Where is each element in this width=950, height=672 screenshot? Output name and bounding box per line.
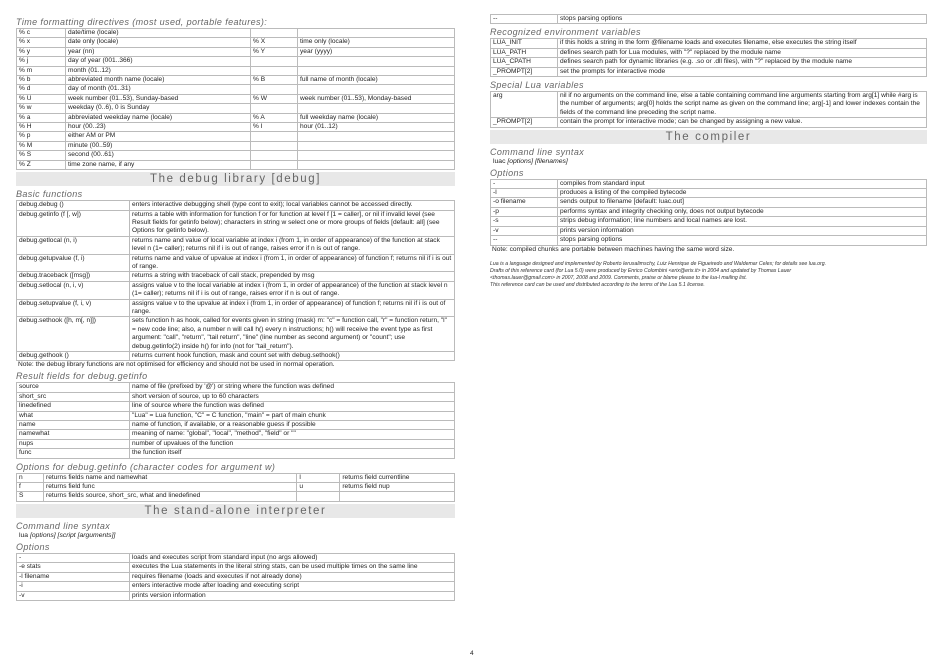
- cell-v: number of upvalues of the function: [130, 439, 455, 448]
- table-row: [491, 179, 927, 188]
- table-row: [17, 492, 455, 501]
- table-row: [17, 160, 455, 169]
- table-row: [17, 272, 455, 281]
- cell-k: -p: [491, 207, 558, 216]
- cell-v1: minute (00..59): [66, 141, 251, 150]
- debug-functions-body: [17, 201, 455, 361]
- cell-k: --: [491, 15, 558, 24]
- cell-k2: [251, 85, 298, 94]
- cell-v: sets function h as hook, called for events given in string (mask) m: "c" = function call, "r" = function return, "l" = new code line; also, a number n will call h() every n instructions; h() will receive the event type as first argument: "call", "return", "tail return", "line" (line number as second argument) or "count"; use debug.getinfo(2) inside h() for info (not for "tail_return").: [130, 317, 455, 352]
- cell-k1: % y: [17, 47, 66, 56]
- cell-k: debug.gethook (): [17, 352, 130, 361]
- cell-v2: time only (locale): [298, 38, 455, 47]
- cell-v: "Lua" = Lua function, "C" = C function, "main" = part of main chunk: [130, 411, 455, 420]
- cell-v: loads and executes script from standard input (no args allowed): [130, 553, 455, 562]
- cell-v2: full name of month (locale): [298, 76, 455, 85]
- cell-v2: full weekday name (locale): [298, 113, 455, 122]
- compiler-options-heading: Options: [490, 167, 524, 178]
- table-row: [491, 236, 927, 245]
- cell-k2: % X: [251, 38, 298, 47]
- cell-v1: day of month (01..31): [66, 85, 251, 94]
- standalone-syntax-heading: Command line syntax: [16, 520, 111, 531]
- cell-v: returns name and value of upvalue at index i (from 1, in order of appearance) of function f; returns nil if i is out of range.: [130, 254, 455, 272]
- table-row: [17, 553, 455, 562]
- cell-k1: % a: [17, 113, 66, 122]
- cell-k1: % j: [17, 57, 66, 66]
- result-fields-body: [17, 383, 455, 458]
- table-row: [17, 151, 455, 160]
- cell-v: if this holds a string in the form @filename loads and executes filename, else executes the string itself: [558, 39, 927, 48]
- cell-v: contain the prompt for interactive mode; can be changed by assigning a new value.: [558, 118, 927, 127]
- cell-v: prints version information: [130, 591, 455, 600]
- env-vars-heading: Recognized environment variables: [490, 27, 641, 38]
- standalone-options-body: [17, 553, 455, 600]
- table-row: [17, 439, 455, 448]
- cell-v: meaning of name: "global", "local", "method", "field" or "": [130, 430, 455, 439]
- cell-k2: [251, 151, 298, 160]
- cell-k: _PROMPT[2]: [491, 67, 558, 76]
- credits-line: This reference card can be used and distributed according to the terms of the Lua 5.1 license.: [490, 281, 705, 288]
- cell-v2: [298, 66, 455, 75]
- table-row: [491, 189, 927, 198]
- cell-k: nups: [17, 439, 130, 448]
- standalone-title: The stand-alone interpreter: [16, 504, 455, 518]
- cell-v: line of source where the function was defined: [130, 402, 455, 411]
- cell-v1: date/time (locale): [66, 29, 251, 38]
- cell-k: source: [17, 383, 130, 392]
- cell-k: debug.setupvalue (f, i, v): [17, 299, 130, 317]
- cell-k1: S: [17, 492, 44, 501]
- getinfo-options-body: [17, 473, 455, 501]
- cell-k: -i: [17, 582, 130, 591]
- getinfo-options-table: [16, 473, 455, 502]
- result-fields-heading: Result fields for debug.getinfo: [16, 371, 148, 382]
- cell-k2: u: [297, 483, 340, 492]
- compiler-options-table: [490, 179, 927, 246]
- cell-k2: [251, 29, 298, 38]
- cell-k: -o filename: [491, 198, 558, 207]
- table-row: [17, 57, 455, 66]
- cell-k: LUA_CPATH: [491, 58, 558, 67]
- cell-k: debug.getlocal (n, i): [17, 236, 130, 254]
- cell-k: LUA_PATH: [491, 48, 558, 57]
- cell-k: short_src: [17, 392, 130, 401]
- cell-v: assigns value v to the upvalue at index i (from 1, in order of appearance) of function f; returns nil if i is out of range.: [130, 299, 455, 317]
- cell-v2: [298, 104, 455, 113]
- cell-v: assigns value v to the local variable at index i (from 1, in order of appearance) of the function at stack level n (1= caller); returns nil if i is out of range, raises error if n is out of range.: [130, 281, 455, 299]
- env-vars-table: [490, 38, 927, 77]
- table-row: [491, 92, 927, 118]
- table-row: [17, 449, 455, 458]
- standalone-options-cont-table: [490, 14, 927, 24]
- cell-v1: second (00..61): [66, 151, 251, 160]
- cell-v2: [298, 29, 455, 38]
- cell-v1: weekday (0..6), 0 is Sunday: [66, 104, 251, 113]
- table-row: [17, 123, 455, 132]
- cell-v1: abbreviated month name (locale): [66, 76, 251, 85]
- compiler-note: Note: compiled chunks are portable between machines having the same word size.: [492, 245, 735, 253]
- cell-k2: % W: [251, 94, 298, 103]
- table-row: [17, 85, 455, 94]
- cell-v: name of function, if available, or a reasonable guess if possible: [130, 421, 455, 430]
- cell-k: -s: [491, 217, 558, 226]
- cell-v2: [298, 132, 455, 141]
- table-row: [17, 421, 455, 430]
- cell-v1: day of year (001..366): [66, 57, 251, 66]
- cell-v1: hour (00..23): [66, 123, 251, 132]
- table-row: [491, 207, 927, 216]
- cell-v2: [298, 151, 455, 160]
- table-row: [17, 38, 455, 47]
- cell-v: the function itself: [130, 449, 455, 458]
- compiler-syntax-args: [options] [filenames]: [507, 157, 568, 165]
- page-number: 4: [470, 650, 474, 657]
- table-row: [17, 352, 455, 361]
- cell-k2: [251, 57, 298, 66]
- cell-k2: [251, 104, 298, 113]
- table-row: [17, 299, 455, 317]
- cell-k: debug.getinfo (f [, w]): [17, 210, 130, 236]
- table-row: [17, 254, 455, 272]
- cell-k1: % Z: [17, 160, 66, 169]
- cell-k1: % M: [17, 141, 66, 150]
- table-row: [17, 411, 455, 420]
- table-row: [17, 430, 455, 439]
- table-row: [17, 483, 455, 492]
- cell-k: -v: [491, 226, 558, 235]
- cell-k: _PROMPT[2]: [491, 118, 558, 127]
- cell-v1: week number (01..53), Sunday-based: [66, 94, 251, 103]
- cell-k2: [297, 492, 340, 501]
- cell-v2: [298, 160, 455, 169]
- cell-k1: % m: [17, 66, 66, 75]
- cell-k: arg: [491, 92, 558, 118]
- table-row: [17, 236, 455, 254]
- cell-k1: % d: [17, 85, 66, 94]
- table-row: [491, 118, 927, 127]
- debug-functions-table: [16, 200, 455, 361]
- cell-k2: % A: [251, 113, 298, 122]
- table-row: [17, 47, 455, 56]
- table-row: [17, 132, 455, 141]
- cell-v1: either AM or PM: [66, 132, 251, 141]
- special-vars-table: [490, 91, 927, 128]
- time-formatting-table: [16, 28, 455, 170]
- cell-v1: abbreviated weekday name (locale): [66, 113, 251, 122]
- cell-v: enters interactive mode after loading and executing script: [130, 582, 455, 591]
- compiler-syntax: [493, 158, 927, 165]
- cell-v: executes the Lua statements in the literal string stats, can be used multiple times on the same line: [130, 563, 455, 572]
- table-row: [17, 392, 455, 401]
- cell-v: stops parsing options: [558, 236, 927, 245]
- standalone-syntax-args: [options] [script [arguments]]: [29, 531, 116, 539]
- table-row: [17, 572, 455, 581]
- cell-k1: % S: [17, 151, 66, 160]
- table-row: [17, 317, 455, 352]
- table-row: [491, 39, 927, 48]
- cell-k: debug.setlocal (n, i, v): [17, 281, 130, 299]
- cell-k2: [251, 141, 298, 150]
- cell-k: debug.getupvalue (f, i): [17, 254, 130, 272]
- cell-v: stops parsing options: [558, 15, 927, 24]
- table-row: [17, 104, 455, 113]
- cell-k: -l filename: [17, 572, 130, 581]
- table-row: [17, 402, 455, 411]
- table-row: [491, 48, 927, 57]
- cell-k2: [251, 132, 298, 141]
- credits-line: <thomas.lauer@gmail.com> in 2007, 2008 and 2009. Comments, praise or blame please to the lua-l mailing list.: [490, 274, 747, 281]
- cell-v: prints version information: [558, 226, 927, 235]
- cell-v1: returns fields source, short_src, what and linedefined: [44, 492, 297, 501]
- table-row: [17, 113, 455, 122]
- cell-k1: % c: [17, 29, 66, 38]
- cell-v: sends output to filename [default: luac.out]: [558, 198, 927, 207]
- cell-k: name: [17, 421, 130, 430]
- cell-v: short version of source, up to 60 characters: [130, 392, 455, 401]
- cell-k1: f: [17, 483, 44, 492]
- cell-v: defines search path for dynamic libraries (e.g. .so or .dll files), with "?" replaced by the module name: [558, 58, 927, 67]
- getinfo-options-heading: Options for debug.getinfo (character codes for argument w): [16, 461, 276, 472]
- standalone-syntax-cmd: lua: [19, 531, 29, 539]
- standalone-syntax: [19, 532, 455, 539]
- table-row: [17, 76, 455, 85]
- table-row: [17, 582, 455, 591]
- credits: [490, 261, 927, 289]
- cell-v1: returns fields name and namewhat: [44, 473, 297, 482]
- cell-k1: % w: [17, 104, 66, 113]
- table-row: [17, 563, 455, 572]
- table-row: [17, 201, 455, 210]
- cell-k: debug.sethook ([h, m[, n]]): [17, 317, 130, 352]
- cell-k: -l: [491, 189, 558, 198]
- cell-v: compiles from standard input: [558, 179, 927, 188]
- cell-k2: % B: [251, 76, 298, 85]
- cell-k2: l: [297, 473, 340, 482]
- cell-v2: year (yyyy): [298, 47, 455, 56]
- table-row: [491, 67, 927, 76]
- cell-v1: year (nn): [66, 47, 251, 56]
- cell-v2: week number (01..53), Monday-based: [298, 94, 455, 103]
- cell-v: returns a table with information for function f or for function at level f [1 = caller], or nil if invalid level (see Result fields for getinfo below); characters in string w select one or more groups of fields [default: all] (see Options for getinfo below).: [130, 210, 455, 236]
- cell-v1: month (01..12): [66, 66, 251, 75]
- cell-k2: % Y: [251, 47, 298, 56]
- cell-v: returns name and value of local variable at index i (from 1, in order of appearance) of the function at stack level n (1= caller); returns nil if i is out of range, raises error if n is out of range.: [130, 236, 455, 254]
- cell-v1: date only (locale): [66, 38, 251, 47]
- cell-k: what: [17, 411, 130, 420]
- time-formatting-heading: Time formatting directives (most used, portable features):: [16, 17, 268, 27]
- cell-k: -v: [17, 591, 130, 600]
- compiler-syntax-cmd: luac: [493, 157, 506, 165]
- cell-v: name of file (prefixed by '@') or string where the function was defined: [130, 383, 455, 392]
- table-row: [17, 210, 455, 236]
- credits-line: Lua is a language designed and implemented by Roberto Ierusalimschy, Luiz Henrique de Figueiredo and Waldemar Celes; for details see lua.org.: [490, 260, 827, 267]
- cell-k1: % H: [17, 123, 66, 132]
- cell-k1: % x: [17, 38, 66, 47]
- cell-k: debug.debug (): [17, 201, 130, 210]
- time-formatting-body: [17, 29, 455, 170]
- cell-k1: % b: [17, 76, 66, 85]
- cell-k: LUA_INIT: [491, 39, 558, 48]
- cell-k: -: [17, 553, 130, 562]
- table-row: [17, 473, 455, 482]
- cell-k: --: [491, 236, 558, 245]
- table-row: [17, 29, 455, 38]
- table-row: [17, 591, 455, 600]
- cell-v: enters interactive debugging shell (type cont to exit); local variables cannot be accessed directly.: [130, 201, 455, 210]
- cell-v: nil if no arguments on the command line, else a table containing command line arguments starting from arg[1] while #arg is the number of arguments; arg[0] holds the script name as given on the command line; arg[-1] and lower indexes contain the fields of the command line preceding the script name.: [558, 92, 927, 118]
- table-row: [491, 15, 927, 24]
- table-row: [17, 383, 455, 392]
- cell-k: linedefined: [17, 402, 130, 411]
- table-row: [17, 281, 455, 299]
- cell-v: set the prompts for interactive mode: [558, 67, 927, 76]
- cell-v1: time zone name, if any: [66, 160, 251, 169]
- cell-k: debug.traceback ([msg]): [17, 272, 130, 281]
- cell-v2: returns field nup: [340, 483, 455, 492]
- cell-k2: % I: [251, 123, 298, 132]
- cell-v2: hour (01..12): [298, 123, 455, 132]
- cell-k1: n: [17, 473, 44, 482]
- cell-v1: returns field func: [44, 483, 297, 492]
- cell-v: produces a listing of the compiled bytecode: [558, 189, 927, 198]
- cell-v: performs syntax and integrity checking only, does not output bytecode: [558, 207, 927, 216]
- cell-k: namewhat: [17, 430, 130, 439]
- special-vars-heading: Special Lua variables: [490, 80, 584, 91]
- table-row: [491, 58, 927, 67]
- standalone-options-table: [16, 553, 455, 601]
- cell-k2: [251, 160, 298, 169]
- cell-k: -: [491, 179, 558, 188]
- cell-v2: [298, 57, 455, 66]
- cell-v: requires filename (loads and executes if not already done): [130, 572, 455, 581]
- table-row: [17, 66, 455, 75]
- basic-functions-heading: Basic functions: [16, 189, 83, 200]
- table-row: [491, 217, 927, 226]
- cell-v2: [298, 85, 455, 94]
- debug-library-title: The debug library [debug]: [16, 172, 455, 186]
- table-row: [17, 141, 455, 150]
- cell-v2: [340, 492, 455, 501]
- cell-k1: % U: [17, 94, 66, 103]
- compiler-title: The compiler: [490, 130, 927, 144]
- cell-v: returns a string with traceback of call stack, prepended by msg: [130, 272, 455, 281]
- table-row: [491, 198, 927, 207]
- standalone-options-cont-body: [491, 15, 927, 24]
- cell-k1: % p: [17, 132, 66, 141]
- credits-line: Drafts of this reference card (for Lua 5.0) were produced by Enrico Colombini <erix@erix.it> in 2004 and updated by Thomas Lauer: [490, 267, 792, 274]
- env-vars-body: [491, 39, 927, 77]
- compiler-syntax-heading: Command line syntax: [490, 146, 585, 157]
- compiler-options-body: [491, 179, 927, 245]
- cell-v: strips debug information; line numbers and local names are lost.: [558, 217, 927, 226]
- standalone-options-heading: Options: [16, 541, 50, 552]
- special-vars-body: [491, 92, 927, 128]
- table-row: [491, 226, 927, 235]
- cell-v: defines search path for Lua modules, with "?" replaced by the module name: [558, 48, 927, 57]
- cell-k2: [251, 66, 298, 75]
- result-fields-table: [16, 382, 455, 458]
- debug-note: Note: the debug library functions are not optimised for efficiency and should not be used in normal operation.: [18, 361, 335, 369]
- table-row: [17, 94, 455, 103]
- left-column: [16, 14, 455, 601]
- cell-k: func: [17, 449, 130, 458]
- cell-v: returns current hook function, mask and count set with debug.sethook(): [130, 352, 455, 361]
- cell-v2: [298, 141, 455, 150]
- cell-v2: returns field currentline: [340, 473, 455, 482]
- right-column: [490, 14, 927, 289]
- cell-k: -e stats: [17, 563, 130, 572]
